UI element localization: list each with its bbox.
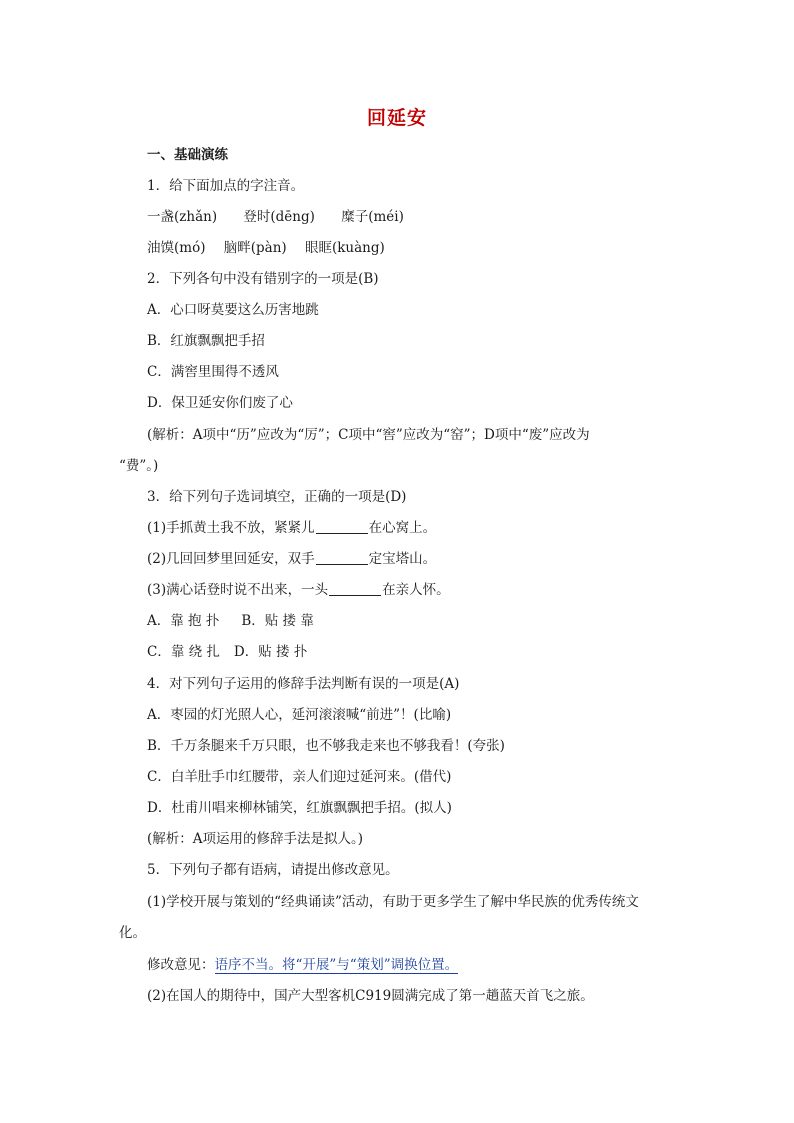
fix-label: 修改意见： bbox=[147, 957, 215, 973]
q5-fix bbox=[147, 956, 458, 974]
q4-option: C．白羊肚手巾红腰带，亲人们迎过延河来。(借代) bbox=[147, 769, 452, 785]
q5-sentence-1: (1)学校开展与策划的“经典诵读”活动，有助于更多学生了解中华民族的优秀传统文 bbox=[147, 894, 639, 910]
q2-analysis: (解析：A项中“历”应改为“厉”；C项中“窖”应改为“窑”；D项中“废”应改为 bbox=[147, 427, 590, 443]
sentence-text: (1)手抓黄土我不放，紧紧儿 bbox=[147, 520, 315, 536]
sentence-text: 在亲人怀。 bbox=[382, 582, 450, 598]
q3-options-ab bbox=[147, 612, 314, 630]
q4-option: A．枣园的灯光照人心，延河滚滚喊“前进”！(比喻) bbox=[147, 707, 452, 723]
q3-option: B．贴 搂 靠 bbox=[241, 613, 314, 629]
section-heading: 一、基础演练 bbox=[147, 147, 228, 163]
q3-option: C．靠 绕 扎 bbox=[147, 644, 220, 660]
page-title: 回延安 bbox=[366, 107, 427, 129]
q2-analysis-cont: “费”。) bbox=[119, 458, 159, 474]
fill-blank bbox=[329, 581, 381, 596]
q5-stem: 5．下列句子都有语病，请提出修改意见。 bbox=[147, 862, 399, 878]
q3-options-cd bbox=[147, 643, 307, 661]
q5-sentence-1-cont: 化。 bbox=[119, 925, 146, 941]
q3-option: A．靠 抱 扑 bbox=[147, 613, 220, 629]
q2-option: B．红旗飘飘把手招 bbox=[147, 333, 265, 349]
q1-item: 眼眶(kuàng) bbox=[304, 240, 385, 256]
q2-stem: 2．下列各句中没有错别字的一项是(B) bbox=[147, 271, 379, 287]
q2-option: D．保卫延安你们废了心 bbox=[147, 395, 293, 411]
sentence-text: (2)几回回梦里回延安，双手 bbox=[147, 551, 315, 567]
q1-item: 脑畔(pàn) bbox=[223, 240, 287, 256]
q3-sentence-1 bbox=[147, 519, 436, 537]
q2-option: A．心口呀莫要这么历害地跳 bbox=[147, 302, 319, 318]
q4-stem: 4．对下列句子运用的修辞手法判断有误的一项是(A) bbox=[147, 676, 460, 692]
q3-sentence-3 bbox=[147, 581, 450, 599]
q4-option: B．千万条腿来千万只眼，也不够我走来也不够我看！(夸张) bbox=[147, 738, 505, 754]
q4-analysis: (解析：A项运用的修辞手法是拟人。) bbox=[147, 831, 364, 847]
sentence-text: 定宝塔山。 bbox=[368, 551, 437, 567]
fill-blank bbox=[316, 550, 368, 565]
sentence-text: (3)满心话登时说不出来，一头 bbox=[147, 582, 329, 598]
q2-option: C．满窖里围得不透风 bbox=[147, 364, 279, 380]
q5-sentence-2: (2)在国人的期待中，国产大型客机C919圆满完成了第一趟蓝天首飞之旅。 bbox=[147, 988, 594, 1004]
q1-item: 一盏(zhǎn) bbox=[147, 209, 218, 225]
sentence-text: 在心窝上。 bbox=[368, 520, 437, 536]
q1-stem: 1．给下面加点的字注音。 bbox=[147, 178, 305, 194]
q4-option: D．杜甫川唱来柳林铺笑，红旗飘飘把手招。(拟人) bbox=[147, 800, 452, 816]
q3-stem: 3．给下列句子选词填空，正确的一项是(D) bbox=[147, 489, 407, 505]
fix-answer: 语序不当。将“开展”与“策划”调换位置。 bbox=[214, 957, 459, 973]
q1-row1 bbox=[147, 208, 404, 226]
q3-option: D．贴 搂 扑 bbox=[233, 644, 308, 660]
q1-item: 油馍(mó) bbox=[147, 240, 206, 256]
q1-row2 bbox=[147, 239, 385, 257]
q1-item: 登时(dēng) bbox=[243, 209, 315, 225]
q1-item: 糜子(méi) bbox=[341, 209, 404, 225]
fill-blank bbox=[316, 519, 368, 534]
q3-sentence-2 bbox=[147, 550, 436, 568]
